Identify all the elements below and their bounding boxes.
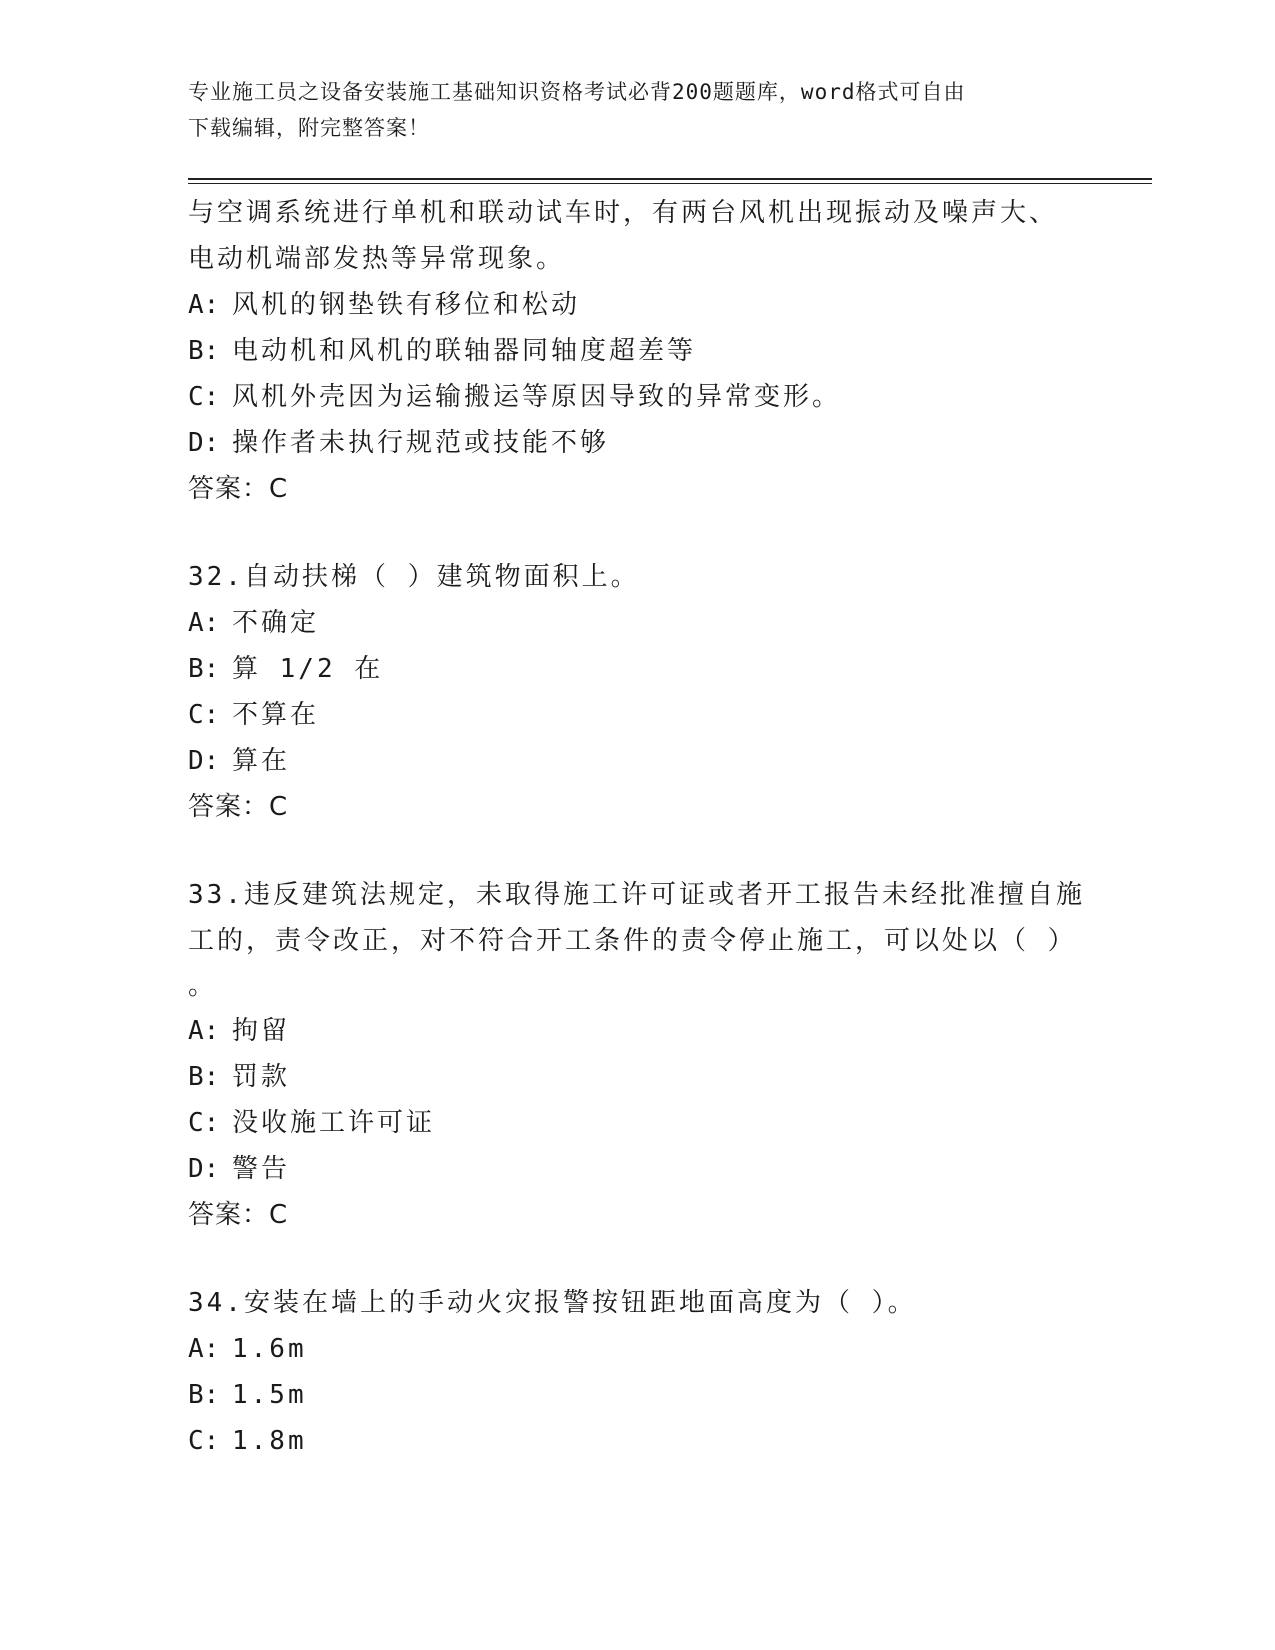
option-text: 不确定 (232, 608, 320, 638)
question-31-option-a (188, 282, 1088, 328)
question-32-text-line-1: 32.自动扶梯（ ）建筑物面积上。 (188, 562, 640, 592)
question-32-option-a (188, 600, 1088, 646)
question-33-answer: 答案：C (188, 1200, 289, 1230)
option-key: C: (188, 700, 220, 730)
option-key: A: (188, 290, 220, 320)
question-31-text-line-1: 与空调系统进行单机和联动试车时，有两台风机出现振动及噪声大、 (188, 198, 1059, 228)
option-text: 没收施工许可证 (232, 1108, 436, 1138)
header-title-line-1: 专业施工员之设备安装施工基础知识资格考试必背200题题库，word格式可自由 (188, 80, 966, 104)
question-33-text-line-2: 工的，责令改正，对不符合开工条件的责令停止施工，可以处以（ ） (188, 926, 1077, 956)
option-text: 电动机和风机的联轴器同轴度超差等 (232, 336, 697, 366)
question-33-text-line-1: 33.违反建筑法规定，未取得施工许可证或者开工报告未经批准擅自施 (188, 880, 1085, 910)
option-text: 警告 (232, 1154, 291, 1184)
header-rule-thick (188, 178, 1152, 180)
question-33-text-line-3: 。 (188, 971, 218, 1001)
option-text: 操作者未执行规范或技能不够 (232, 428, 610, 458)
question-32-option-b (188, 646, 1088, 692)
question-31-option-d (188, 420, 1088, 466)
question-32-option-c (188, 692, 1088, 738)
option-text: 不算在 (232, 700, 320, 730)
header-title-line-2: 下载编辑，附完整答案！ (188, 116, 430, 140)
question-34-option-a (188, 1326, 1088, 1372)
option-key: D: (188, 746, 220, 776)
option-text: 风机外壳因为运输搬运等原因导致的异常变形。 (232, 382, 842, 412)
question-34-option-b (188, 1372, 1088, 1418)
question-31-answer: 答案：C (188, 474, 289, 504)
question-31-option-b (188, 328, 1088, 374)
option-key: C: (188, 1108, 220, 1138)
option-key: B: (188, 1380, 220, 1410)
option-key: B: (188, 1062, 220, 1092)
option-key: B: (188, 336, 220, 366)
question-31 (188, 190, 1088, 512)
question-31-text-line-2: 电动机端部发热等异常现象。 (188, 244, 566, 274)
option-key: C: (188, 382, 220, 412)
question-32-option-d (188, 738, 1088, 784)
option-text: 风机的钢垫铁有移位和松动 (232, 290, 581, 320)
question-31-option-c (188, 374, 1088, 420)
document-header (188, 74, 1068, 146)
question-33-option-a (188, 1008, 1088, 1054)
question-list (188, 190, 1088, 1464)
option-key: A: (188, 1016, 220, 1046)
option-text: 1.6m (232, 1334, 307, 1364)
option-key: C: (188, 1426, 220, 1456)
question-34-option-c (188, 1418, 1088, 1464)
option-key: A: (188, 608, 220, 638)
question-33 (188, 872, 1088, 1238)
option-text: 拘留 (232, 1016, 291, 1046)
question-34-text-line-1: 34.安装在墙上的手动火灾报警按钮距地面高度为（ ）。 (188, 1288, 917, 1318)
question-32 (188, 554, 1088, 830)
option-text: 算在 (232, 746, 291, 776)
option-text: 1.8m (232, 1426, 307, 1456)
option-text: 算 1/2 在 (232, 654, 384, 684)
question-33-option-c (188, 1100, 1088, 1146)
header-rule-thin (188, 183, 1152, 184)
option-text: 罚款 (232, 1062, 291, 1092)
option-key: B: (188, 654, 220, 684)
question-34 (188, 1280, 1088, 1464)
question-33-option-d (188, 1146, 1088, 1192)
question-32-answer: 答案：C (188, 792, 289, 822)
option-text: 1.5m (232, 1380, 307, 1410)
option-key: D: (188, 428, 220, 458)
option-key: D: (188, 1154, 220, 1184)
option-key: A: (188, 1334, 220, 1364)
question-33-option-b (188, 1054, 1088, 1100)
